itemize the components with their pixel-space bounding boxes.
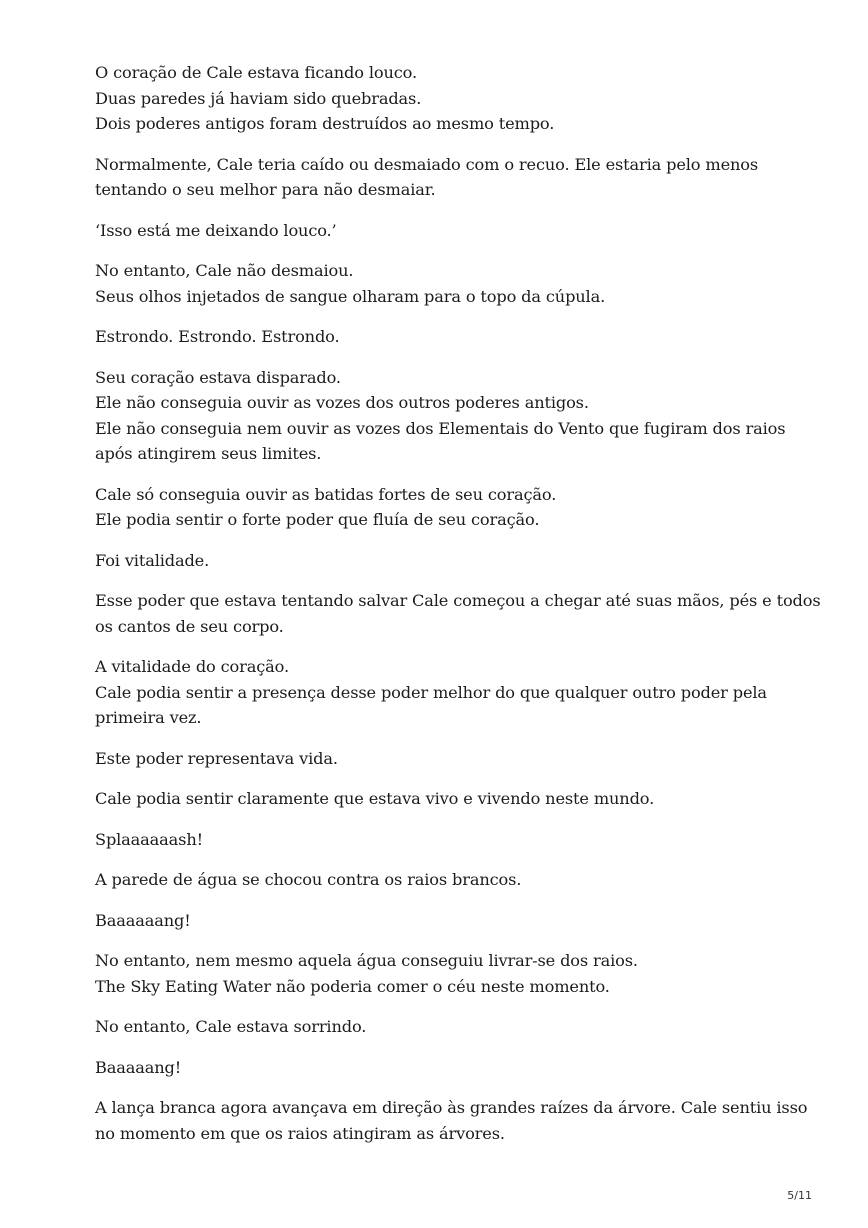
paragraph: [95, 908, 795, 934]
text-line: Este poder representava vida.: [95, 748, 338, 768]
paragraph: [95, 60, 795, 137]
text-line: Esse poder que estava tentando salvar Cale começou a chegar até suas mãos, pés e todos: [95, 591, 821, 610]
text-line: Cale podia sentir a presença desse poder melhor do que qualquer outro poder pela: [95, 682, 767, 702]
paragraph: [95, 1095, 808, 1146]
paragraph: [95, 1014, 795, 1040]
paragraph: [95, 365, 795, 467]
paragraph: [95, 218, 795, 244]
text-line: tentando o seu melhor para não desmaiar.: [95, 180, 436, 199]
text-line: No entanto, Cale estava sorrindo.: [95, 1017, 367, 1036]
text-line: Cale só conseguia ouvir as batidas fortes de seu coração.: [95, 484, 557, 504]
text-line: os cantos de seu corpo.: [95, 616, 284, 636]
text-line: A lança branca agora avançava em direção às grandes raízes da árvore. Cale sentiu isso: [95, 1098, 808, 1117]
paragraph: [95, 948, 795, 999]
text-line: no momento em que os raios atingiram as árvores.: [95, 1123, 505, 1143]
paragraph: [95, 548, 795, 574]
text-line: Duas paredes já haviam sido quebradas.: [95, 88, 422, 108]
text-line: Dois poderes antigos foram destruídos ao mesmo tempo.: [95, 114, 555, 133]
paragraph: [95, 746, 795, 772]
text-line: Ele não conseguia nem ouvir as vozes dos Elementais do Vento que fugiram dos raios: [95, 418, 786, 438]
text-line: Ele podia sentir o forte poder que fluía de seu coração.: [95, 510, 540, 529]
text-line: No entanto, Cale não desmaiou.: [95, 261, 354, 280]
paragraph: [95, 588, 821, 639]
text-line: The Sky Eating Water não poderia comer o céu neste momento.: [95, 976, 610, 996]
page-number: 5/11: [787, 1189, 812, 1202]
text-line: Cale podia sentir claramente que estava vivo e vivendo neste mundo.: [95, 789, 655, 808]
text-line: ‘Isso está me deixando louco.’: [95, 220, 337, 240]
text-line: após atingirem seus limites.: [95, 444, 322, 463]
paragraph: [95, 482, 795, 533]
text-line: Baaaaaang!: [95, 910, 191, 930]
paragraph: [95, 152, 795, 203]
text-line: No entanto, nem mesmo aquela água conseguiu livrar-se dos raios.: [95, 951, 638, 970]
text-line: Seu coração estava disparado.: [95, 367, 341, 387]
paragraph: [95, 258, 795, 309]
text-line: Estrondo. Estrondo. Estrondo.: [95, 327, 340, 346]
text-line: A vitalidade do coração.: [95, 657, 289, 676]
text-line: Baaaaang!: [95, 1057, 182, 1077]
paragraph: [95, 786, 795, 812]
text-line: Splaaaaaash!: [95, 829, 203, 849]
paragraph: [95, 654, 795, 731]
text-line: Seus olhos injetados de sangue olharam para o topo da cúpula.: [95, 286, 606, 306]
text-line: primeira vez.: [95, 708, 202, 727]
paragraph: [95, 1055, 795, 1081]
paragraph: [95, 867, 795, 893]
document-body: [95, 60, 821, 1161]
paragraph: [95, 827, 795, 853]
paragraph: [95, 324, 795, 350]
text-line: Normalmente, Cale teria caído ou desmaiado com o recuo. Ele estaria pelo menos: [95, 154, 759, 174]
text-line: Ele não conseguia ouvir as vozes dos outros poderes antigos.: [95, 393, 589, 412]
text-line: O coração de Cale estava ficando louco.: [95, 63, 417, 82]
text-line: Foi vitalidade.: [95, 550, 210, 570]
text-line: A parede de água se chocou contra os raios brancos.: [95, 870, 522, 889]
